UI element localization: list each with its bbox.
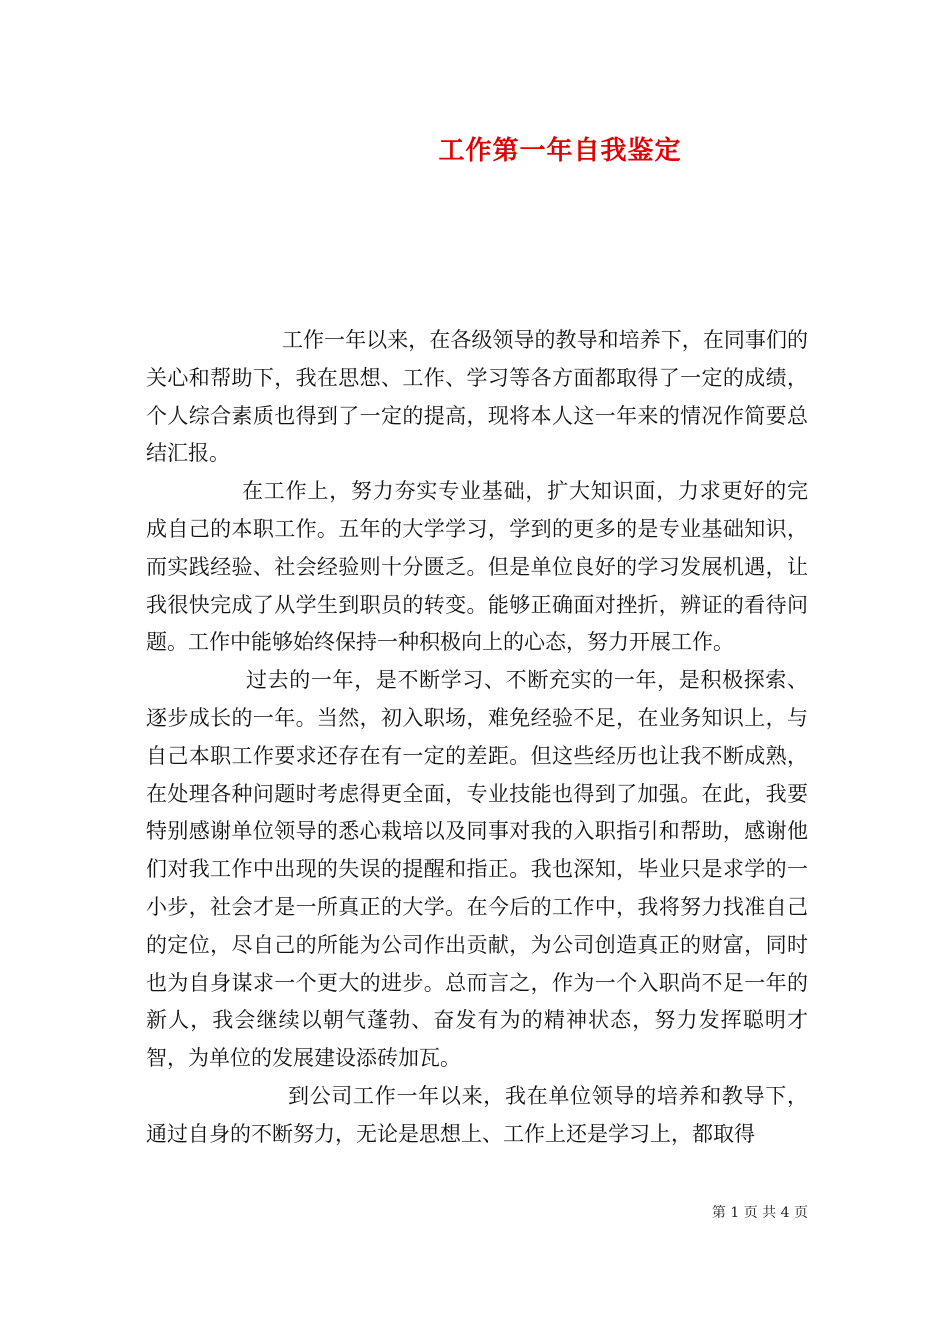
paragraph-past-year: 过去的一年，是不断学习、不断充实的一年，是积极探索、逐步成长的一年。当然，初入职场，难免经验不足，在业务知识上，与自己本职工作要求还存在有一定的差距。但这些经历也让我不断成熟，在处理各种问题时考虑得更全面，专业技能也得到了加强。在此，我要特别感谢单位领导的悉心栽培以及同事对我的入职指引和帮助，感谢他们对我工作中出现的失误的提醒和指正。我也深知，毕业只是求学的一小步，社会才是一所真正的大学。在今后的工作中，我将努力找准自己的定位，尽自己的所能为公司作出贡献，为公司创造真正的财富，同时也为自身谋求一个更大的进步。总而言之，作为一个入职尚不足一年的新人，我会继续以朝气蓬勃、奋发有为的精神状态，努力发挥聪明才智，为单位的发展建设添砖加瓦。	[146, 668, 808, 1071]
document-title: 工作第一年自我鉴定	[438, 136, 682, 166]
paragraph-work: 在工作上，努力夯实专业基础，扩大知识面，力求更好的完成自己的本职工作。五年的大学学习，学到的更多的是专业基础知识，而实践经验、社会经验则十分匮乏。但是单位良好的学习发展机遇，让我很快完成了从学生到职员的转变。能够正确面对挫折，辨证的看待问题。工作中能够始终保持一种积极向上的心态，努力开展工作。	[146, 479, 808, 655]
paragraph-company: 到公司工作一年以来，我在单位领导的培养和教导下，通过自身的不断努力，无论是思想上、工作上还是学习上，都取得	[146, 1083, 808, 1146]
page-number: 第 1 页 共 4 页	[711, 1205, 808, 1221]
paragraph-intro: 工作一年以来，在各级领导的教导和培养下，在同事们的关心和帮助下，我在思想、工作、学习等各方面都取得了一定的成绩，个人综合素质也得到了一定的提高，现将本人这一年来的情况作简要总结汇报。	[146, 328, 808, 466]
document-body	[146, 322, 808, 1154]
